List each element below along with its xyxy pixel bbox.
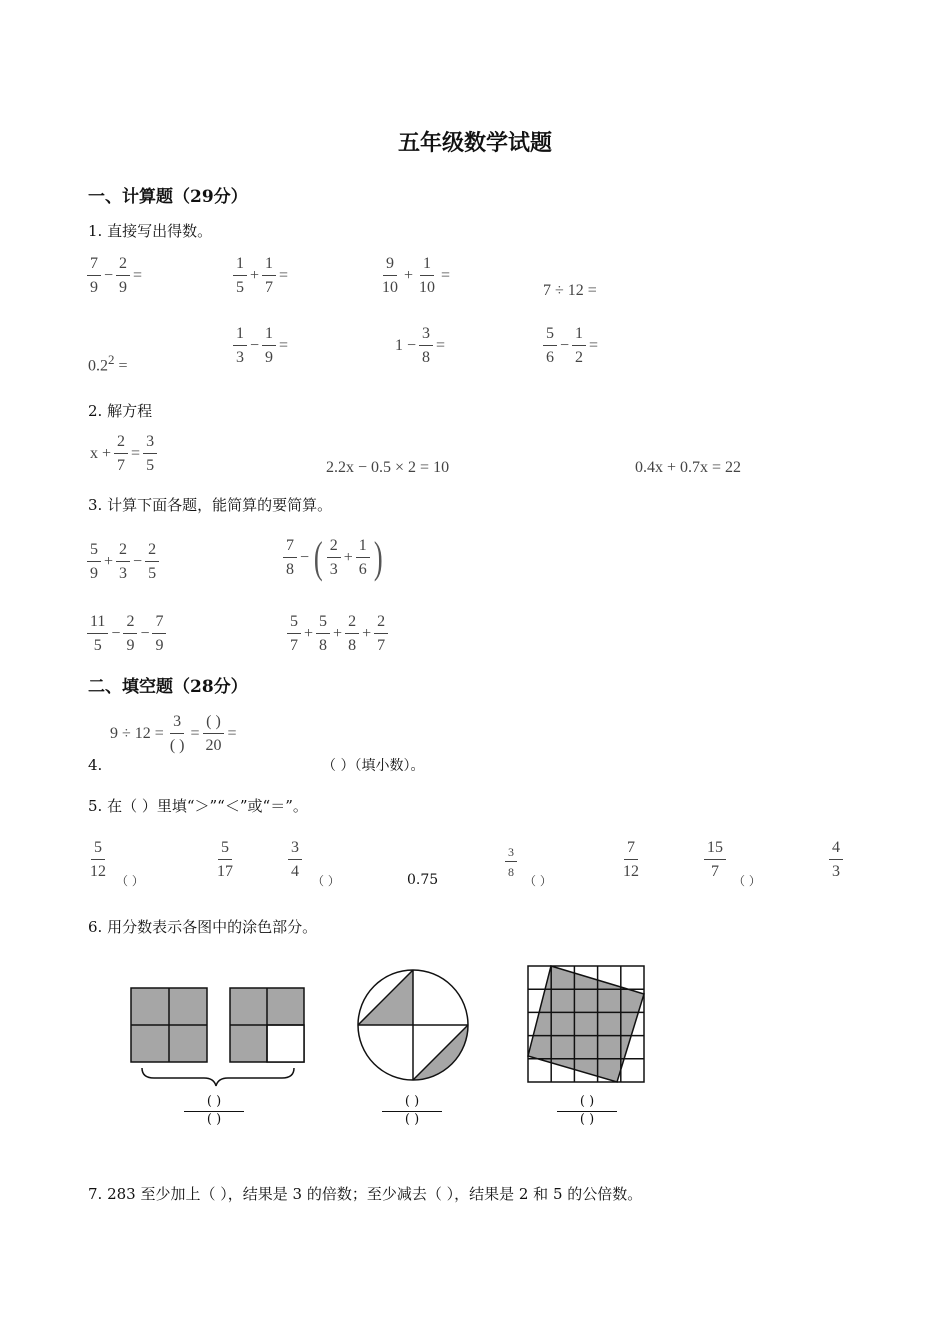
q1-item-1: $\frac{7}{9}$ − $\frac{2}{9}$ = xyxy=(86,256,144,296)
q5-label: 5. 在（ ）里填“＞”“＜”或“＝”。 xyxy=(88,797,308,815)
q6-answer-3[interactable]: ( ) ( ) xyxy=(557,1094,617,1129)
q7-label: 7. 283 至少加上（ ），结果是 3 的倍数；至少减去（ ），结果是 2 和 5 的公倍数。 xyxy=(88,1185,643,1203)
section1-heading: 一、计算题（29分） xyxy=(88,187,248,207)
q5-pair-1-blank[interactable]: （ ） xyxy=(116,874,144,888)
q1-item-8: $\frac{5}{6}$ − $\frac{1}{2}$ = xyxy=(542,326,600,366)
q5-pair-4-right: $\frac{4}{3}$ xyxy=(828,840,844,880)
q5-pair-1-right: $\frac{5}{17}$ xyxy=(217,839,233,880)
q5-pair-4-left: $\frac{15}{7}$ xyxy=(703,840,727,880)
q5-pair-1-left: $\frac{5}{12}$ xyxy=(90,839,106,880)
q2-label: 2. 解方程 xyxy=(88,402,153,420)
q2-equation-1: x + $\frac{2}{7}$ = $\frac{3}{5}$ xyxy=(88,434,158,474)
q6-figure-circle xyxy=(354,966,472,1084)
q6-label: 6. 用分数表示各图中的涂色部分。 xyxy=(88,918,318,936)
q5-pair-3-left: $\frac{3}{8}$ xyxy=(504,846,518,878)
q3-expression-1: $\frac{5}{9}$ + $\frac{2}{3}$ − $\frac{2}{5}$ xyxy=(86,542,160,582)
page-title: 五年级数学试题 xyxy=(397,130,552,156)
q2-equation-2: 2.2x − 0.5 × 2 = 10 xyxy=(326,459,450,476)
q4-blank-1[interactable]: ( ) xyxy=(169,737,185,754)
q5-pair-2-right: 0.75 xyxy=(407,872,439,888)
q6-figure-grid xyxy=(524,962,648,1086)
q4-tail[interactable]: （ ）（填小数）。 xyxy=(322,758,425,774)
brace-shape xyxy=(142,1068,294,1086)
q1-item-6: $\frac{1}{3}$ − $\frac{1}{9}$ = xyxy=(232,326,290,366)
q5-pair-3-right: $\frac{7}{12}$ xyxy=(623,839,639,880)
q1-item-3: $\frac{9}{10}$ + $\frac{1}{10}$ = xyxy=(382,255,451,296)
q1-item-2: $\frac{1}{5}$ + $\frac{1}{7}$ = xyxy=(232,256,290,296)
section2-heading: 二、填空题（28分） xyxy=(88,677,248,697)
q5-pair-3-blank[interactable]: （ ） xyxy=(524,874,552,888)
q5-pair-2-blank[interactable]: （ ） xyxy=(312,874,340,888)
q5-pair-2-left: $\frac{3}{4}$ xyxy=(287,840,303,880)
q4-expression: 9 ÷ 12 = $\frac{3}{( )}$ = $\frac{( )}{20}$ = xyxy=(110,713,237,754)
q6-answer-1[interactable]: ( ) ( ) xyxy=(184,1094,244,1129)
q4-blank-2[interactable]: ( ) xyxy=(203,714,224,734)
q3-label: 3. 计算下面各题，能简算的要简算。 xyxy=(88,496,333,514)
q3-expression-3: $\frac{11}{5}$ − $\frac{2}{9}$ − $\frac{7}{9}$ xyxy=(86,614,167,654)
q2-equation-3: 0.4x + 0.7x = 22 xyxy=(635,459,742,476)
q5-pair-4-blank[interactable]: （ ） xyxy=(733,874,761,888)
q6-figure-squares xyxy=(120,980,320,1090)
q4-number: 4. xyxy=(88,756,103,774)
q1-item-5: $0.2^2$ = xyxy=(88,352,128,375)
q3-expression-4: $\frac{5}{7}$ + $\frac{5}{8}$ + $\frac{2}{8}$ + $\frac{2}{7}$ xyxy=(286,614,389,654)
q6-answer-2[interactable]: ( ) ( ) xyxy=(382,1094,442,1129)
q1-item-7: 1 − $\frac{3}{8}$ = xyxy=(395,325,446,366)
q1-item-4: 7 ÷ 12 = xyxy=(543,282,597,299)
q3-expression-2: $\frac{7}{8}$ − ( $\frac{2}{3}$ + $\frac{1}{6}$ ) xyxy=(282,536,385,580)
q1-label: 1. 直接写出得数。 xyxy=(88,222,213,240)
